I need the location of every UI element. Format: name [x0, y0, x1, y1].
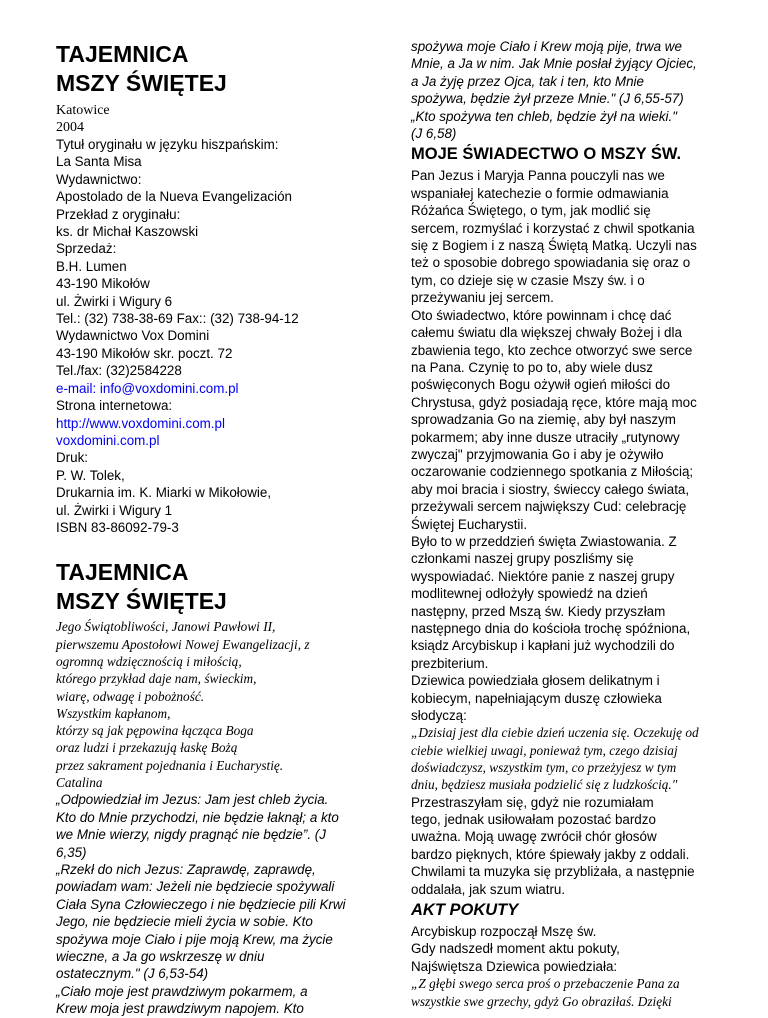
body-line: wyspowiadać. Niektóre panie z naszej grupy [411, 568, 675, 584]
info-line: ul. Żwirki i Wigury 1 [56, 502, 173, 518]
body-line: sercem, rozmyślać i korzystać z chwil spotkania [411, 220, 695, 236]
dedication-line: którego przykład daje nam, świeckim, [56, 671, 257, 687]
body-line: poświęconych Bogu ożywił ogień miłości do [411, 377, 671, 393]
scripture-quotes [56, 791, 366, 1017]
info-line: Apostolado de la Nueva Evangelización [56, 189, 292, 205]
dedication-line: przez sakrament pojednania i Eucharystię. [56, 757, 284, 773]
info-line: Sprzedaż: [56, 241, 117, 257]
info-line: Tytuł oryginału w języku hiszpańskim: [56, 137, 279, 152]
penance-body [411, 923, 731, 975]
body-line: się z Bogiem i z naszą Świętą Matką. Uczyli nas [411, 238, 697, 254]
body-line: oddalała, jak szum wiatru. [411, 881, 566, 897]
body-line: przeżywaniu jej sercem. [411, 290, 554, 306]
quote-line: (J 6,58) [411, 126, 457, 142]
body-line: modlitewnej odłożyły spowiedź na dzień [411, 586, 648, 602]
body-line: całemu światu dla większej chwały Bożej i dla [411, 325, 682, 341]
publication-year: 2004 [56, 120, 84, 135]
publisher-info [56, 136, 366, 536]
body-line: Było to w przeddzień święta Zwiastowania. Z [411, 533, 677, 549]
body-line: Chrystusa, gdyż posiadają ręce, które mają moc [411, 394, 697, 410]
quote-line: doświadczysz, wszystkim tym, co przeżyjesz w tym [411, 760, 677, 776]
body-line: Najświętsza Dziewica powiedziała: [411, 958, 618, 974]
body-line: prezbiterium. [411, 655, 489, 671]
quote-line: Ciała Syna Człowieczego i nie będziecie pili Krwi [56, 896, 346, 912]
info-line: ul. Żwirki i Wigury 6 [56, 293, 173, 309]
quote-line: spożywa, będzie żył przeze Mnie." (J 6,55-57) [411, 91, 684, 107]
dedication-line: pierwszemu Apostołowi Nowej Ewangelizacji, z [56, 636, 310, 652]
dedication [56, 618, 366, 791]
quote-line: we Mnie wierzy, nigdy pragnąć nie będzie”. (J [56, 827, 326, 843]
body-line: kobiecym, napełniającym duszę człowieka [411, 690, 662, 706]
info-line: Drukarnia im. K. Miarki w Mikołowie, [56, 485, 272, 501]
body-line: słodyczą: [411, 708, 467, 724]
section-heading-testimony: MOJE ŚWIADECTWO O MSZY ŚW. [411, 145, 682, 164]
body-line: pokarmem; aby inne dusze utraciły „rutynowy [411, 429, 680, 445]
info-line: Przekład z oryginału: [56, 206, 181, 222]
body-line: następnego dnia do kościoła trochę spóźniona, [411, 621, 691, 636]
dedication-signature: Catalina [56, 775, 103, 791]
body-line: tego, jednak usiłowałam pozostać bardzo [411, 812, 656, 828]
website-link-short[interactable]: voxdomini.com.pl [56, 432, 160, 448]
info-line: 43-190 Mikołów skr. poczt. 72 [56, 345, 233, 361]
scripture-quotes-continued [411, 38, 731, 142]
dedication-line: wiarę, odwagę i pobożność. [56, 688, 205, 704]
isbn: ISBN 83-86092-79-3 [56, 519, 179, 535]
body-line: Arcybiskup rozpoczął Mszę św. [411, 924, 597, 940]
info-line: Druk: [56, 450, 88, 466]
quote-line: ostatecznym." (J 6,53-54) [56, 966, 209, 982]
body-line: Dziewica powiedziała głosem delikatnym i [411, 673, 660, 689]
quote-line: „Odpowiedział im Jezus: Jam jest chleb życia. [56, 792, 329, 808]
section-heading-penance: AKT POKUTY [411, 901, 519, 920]
body-line: bardzo pięknych, które śpiewały jakby z oddali. [411, 846, 690, 862]
dedication-line: Jego Świątobliwości, Janowi Pawłowi II, [56, 619, 276, 635]
body-line: sprowadzania Go na ziemię, aby był naszym [411, 412, 676, 428]
body-line: na Pana. Czynię to po to, aby wiele dusz [411, 359, 653, 375]
quote-line: „Z głębi swego serca proś o przebaczenie Pana za [411, 976, 680, 992]
book-title-line: TAJEMNICA [56, 559, 189, 586]
body-line: Oto świadectwo, które powinnam i chcę dać [411, 307, 672, 323]
book-title-repeat [56, 558, 366, 616]
website-label: Strona internetowa: [56, 398, 173, 414]
info-line: La Santa Misa [56, 154, 142, 170]
info-line: Tel.: (32) 738-38-69 Fax:: (32) 738-94-12 [56, 311, 299, 327]
body-line: członkami naszej grupy poszliśmy się [411, 551, 634, 567]
body-line: przeżywali sercem największy Cud: celebrację [411, 499, 687, 515]
email-link[interactable]: e-mail: info@voxdomini.com.pl [56, 380, 239, 396]
virgin-quote [411, 724, 731, 793]
quote-line: 6,35) [56, 844, 87, 860]
body-line: aby moi bracia i siostry, świeccy całego świata, [411, 481, 690, 497]
quote-line: „Dzisiaj jest dla ciebie dzień uczenia się. Oczekuję od [411, 725, 699, 741]
publication-place: Katowice [56, 103, 110, 118]
quote-line: Mnie, a Ja w nim. Jak Mnie posłał żyjący Ojciec, [411, 56, 697, 72]
body-line: zbawienia tego, kto zechce otworzyć swe serce [411, 342, 693, 358]
info-line: Wydawnictwo: [56, 171, 142, 187]
body-line: Chwilami ta muzyka się przybliżała, a następnie [411, 864, 695, 880]
left-column [56, 40, 366, 1018]
body-line: też o sposobie dobrego spowiadania się oraz o [411, 255, 691, 271]
quote-line: Kto do Mnie przychodzi, nie będzie łaknął; a kto [56, 809, 339, 825]
body-line: Gdy nadszedł moment aktu pokuty, [411, 941, 620, 957]
body-line: oczarowanie codziennego spotkania z Miłością; [411, 464, 694, 480]
body-line: zwyczaj" przyjmowania Go i aby je ożywiło [411, 446, 664, 462]
quote-line: Jego, nie będziecie mieli życia w sobie. Kto [56, 914, 313, 930]
body-line: wspaniałej katechezie o formie odmawiania [411, 185, 669, 201]
quote-line: „Ciało moje jest prawdziwym pokarmem, a [56, 983, 308, 999]
testimony-body-2 [411, 794, 731, 898]
info-line: ks. dr Michał Kaszowski [56, 224, 199, 240]
info-line: P. W. Tolek, [56, 467, 125, 483]
quote-line: Krew moja jest prawdziwym napojem. Kto [56, 1001, 304, 1017]
quote-line: wieczne, a Ja go wskrzeszę w dniu [56, 948, 265, 964]
book-title-line: MSZY ŚWIĘTEJ [56, 588, 227, 615]
publication-place-year [56, 102, 366, 136]
dedication-line: oraz ludzi i przekazują łaskę Bożą [56, 740, 238, 756]
quote-line: spożywa moje Ciało i Krew moją pije, trwa we [411, 39, 682, 54]
body-line: następny, przed Mszą św. Kiedy przyszłam [411, 603, 666, 619]
quote-line: wszystkie swe grzechy, gdyż Go obraziłaś. Dzięki [411, 993, 672, 1009]
website-link[interactable]: http://www.voxdomini.com.pl [56, 415, 225, 431]
quote-line: dniu, będziesz musiała podzielić się z ludzkością." [411, 777, 678, 793]
dedication-line: Wszystkim kapłanom, [56, 705, 171, 721]
quote-line: a Ja żyję przez Ojca, tak i ten, kto Mnie [411, 73, 644, 89]
quote-line: ciebie wielkiej uwagi, ponieważ tym, czego dzisiaj [411, 742, 678, 758]
book-title [56, 40, 366, 98]
info-line: Wydawnictwo Vox Domini [56, 328, 210, 344]
testimony-body [411, 167, 731, 724]
quote-line: „Rzekł do nich Jezus: Zaprawdę, zaprawdę, [56, 861, 316, 877]
quote-line: powiadam wam: Jeżeli nie będziecie spożywali [56, 879, 335, 895]
body-line: tym, co dzieje się w czasie Mszy św. i o [411, 272, 645, 288]
dedication-line: ogromną wdzięcznością i miłością, [56, 653, 242, 669]
book-title-line: MSZY ŚWIĘTEJ [56, 70, 227, 96]
body-line: Przestraszyłam się, gdyż nie rozumiałam [411, 794, 654, 810]
book-title-line: TAJEMNICA [56, 41, 189, 67]
quote-line: „Kto spożywa ten chleb, będzie żył na wieki." [411, 108, 678, 124]
info-line: 43-190 Mikołów [56, 276, 150, 292]
body-line: Różańca Świętego, o tym, jak modlić się [411, 203, 651, 219]
body-line: Świętej Eucharystii. [411, 516, 528, 532]
quote-line: spożywa moje Ciało i pije moją Krew, ma życie [56, 931, 333, 947]
info-line: B.H. Lumen [56, 258, 127, 274]
virgin-quote-2 [411, 975, 731, 1010]
body-line: ksiądz Arcybiskup i kapłani już wychodzili do [411, 638, 675, 654]
right-column [411, 38, 731, 1010]
dedication-line: którzy są jak pępowina łącząca Boga [56, 723, 254, 739]
body-line: Pan Jezus i Maryja Panna pouczyli nas we [411, 168, 665, 184]
body-line: uważna. Moją uwagę zwrócił chór głosów [411, 829, 657, 845]
info-line: Tel./fax: (32)2584228 [56, 363, 182, 379]
